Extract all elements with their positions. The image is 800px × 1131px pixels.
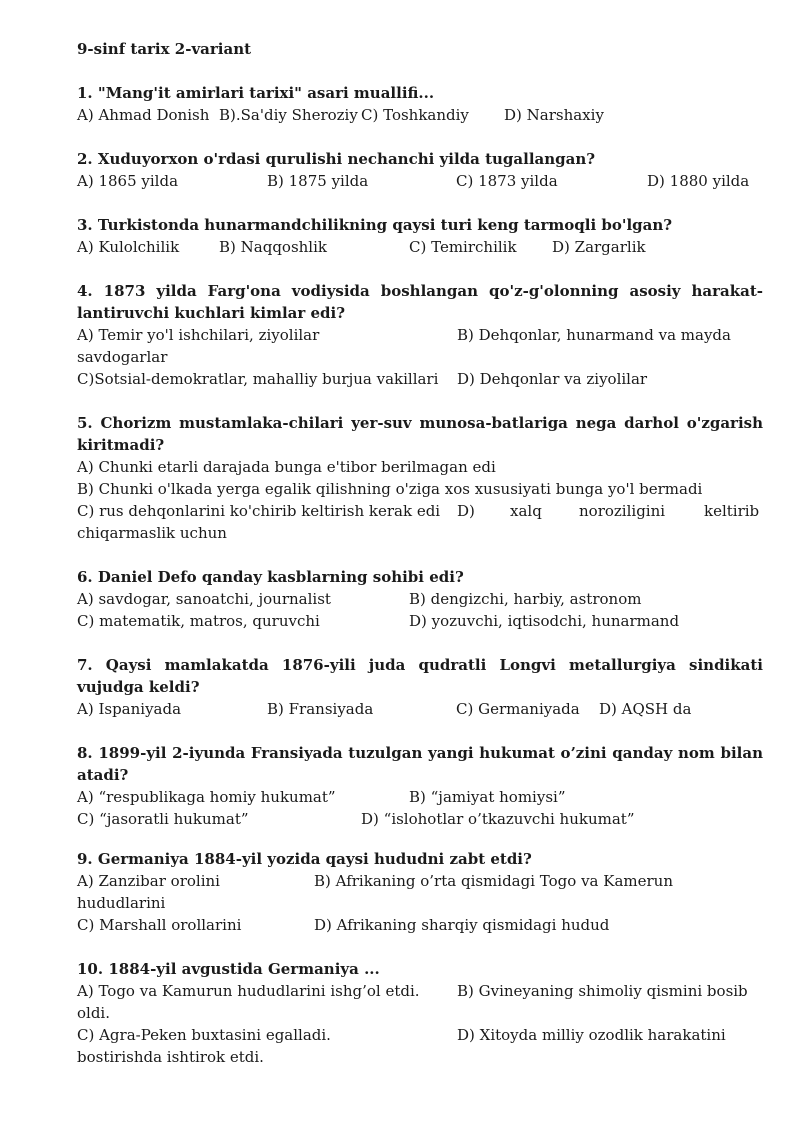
options-row xyxy=(77,500,763,522)
question-text: 7. Qaysi mamlakatda 1876-yili juda qudratli Longvi metallurgiya sindikati vujudga keldi? xyxy=(77,656,763,696)
option-a: A) Temir yo'l ishchilari, ziyolilar xyxy=(77,326,320,344)
option-c: C) Marshall orollarini xyxy=(77,916,242,934)
option-a: A) Kulolchilik xyxy=(77,238,180,256)
options-row-continued xyxy=(77,346,763,368)
question-1 xyxy=(77,82,763,126)
option-b: B) 1875 yilda xyxy=(267,172,369,190)
option-d: D) Dehqonlar va ziyolilar xyxy=(457,370,648,388)
question-text: 6. Daniel Defo qanday kasblarning sohibi edi? xyxy=(77,568,464,586)
question-text: 8. 1899-yil 2-iyunda Fransiyada tuzulgan yangi hukumat o’zini qanday nom bilan atadi? xyxy=(77,744,763,784)
option-b-text: B) Chunki o'lkada yerga egalik qilishning o'ziga xos xususiyati bunga yo'l bermadi xyxy=(77,480,703,498)
option-c: C) rus dehqonlarini ko'chirib keltirish kerak edi xyxy=(77,502,441,520)
option-d: D) yozuvchi, iqtisodchi, hunarmand xyxy=(409,612,680,630)
options-row xyxy=(77,368,763,390)
option-d-continued-text: chiqarmaslik uchun xyxy=(77,524,227,542)
question-text: 10. 1884-yil avgustida Germaniya ... xyxy=(77,960,380,978)
question-4 xyxy=(77,280,763,390)
options-row xyxy=(77,236,763,258)
option-b: B) Fransiyada xyxy=(267,700,374,718)
option-c: C) Germaniyada xyxy=(456,700,580,718)
question-6 xyxy=(77,566,763,632)
option-a: A) Ispaniyada xyxy=(77,700,182,718)
option-c: C) Agra-Peken buxtasini egalladi. xyxy=(77,1026,331,1044)
option-d-continued-text: bostirishda ishtirok etdi. xyxy=(77,1048,264,1066)
option-b: B) Afrikaning o’rta qismidagi Togo va Kamerun xyxy=(314,872,673,890)
option-b-text: B) Dehqonlar, hunarmand va mayda xyxy=(457,326,731,344)
option-c: C) Toshkandiy xyxy=(361,106,469,124)
option-b-continued: savdogarlar xyxy=(77,348,168,366)
option-a: A) Ahmad Donish xyxy=(77,106,210,124)
question-5 xyxy=(77,412,763,544)
options-row xyxy=(77,324,763,346)
test-document xyxy=(77,38,763,1090)
option-b-continued-text: oldi. xyxy=(77,1004,110,1022)
options-row xyxy=(77,786,763,808)
options-row xyxy=(77,170,763,192)
option-a: A) 1865 yilda xyxy=(77,172,179,190)
option-a-text: A) Chunki etarli darajada bunga e'tibor berilmagan edi xyxy=(77,458,496,476)
option-d-continued xyxy=(77,522,763,544)
option-d: D) Xitoyda milliy ozodlik harakatini xyxy=(457,1026,726,1044)
question-7 xyxy=(77,654,763,720)
question-10 xyxy=(77,958,763,1068)
options-row xyxy=(77,104,763,126)
option-b-continued xyxy=(77,892,763,914)
option-a: A) Zanzibar orolini xyxy=(77,872,220,890)
question-text: 5. Chorizm mustamlaka-chilari yer-suv munosa-batlariga nega darhol o'zgarish kiritmadi? xyxy=(77,414,763,454)
question-text: 2. Xuduyorxon o'rdasi qurulishi nechanchi yilda tugallangan? xyxy=(77,150,596,168)
question-text: 1. "Mang'it amirlari tarixi" asari muallifi... xyxy=(77,84,435,102)
options-row xyxy=(77,870,763,892)
option-a: A) “respublikaga homiy hukumat” xyxy=(77,788,336,806)
option-a xyxy=(77,456,763,478)
question-text: 4. 1873 yilda Farg'ona vodiysida boshlangan qo'z-g'olonning asosiy harakat-lantiruvchi kuchlari kimlar edi? xyxy=(77,282,763,322)
option-a: A) savdogar, sanoatchi, journalist xyxy=(77,590,331,608)
document-title: 9-sinf tarix 2-variant xyxy=(77,40,252,58)
question-2 xyxy=(77,148,763,192)
option-d: D) 1880 yilda xyxy=(647,172,750,190)
question-9 xyxy=(77,848,763,936)
option-b-continued-text: hududlarini xyxy=(77,894,166,912)
option-b: B) Gvineyaning shimoliy qismini bosib xyxy=(457,982,748,1000)
option-c: C)Sotsial-demokratlar, mahalliy burjua vakillari xyxy=(77,370,439,388)
options-row xyxy=(77,1024,763,1046)
option-d: D) “islohotlar o’tkazuvchi hukumat” xyxy=(361,810,635,828)
option-b: B) Naqqoshlik xyxy=(219,238,327,256)
options-row xyxy=(77,808,763,830)
option-d: D) Afrikaning sharqiy qismidagi hudud xyxy=(314,916,610,934)
options-row xyxy=(77,698,763,720)
option-b-continued xyxy=(77,1002,763,1024)
option-d-word: noroziligini xyxy=(579,502,666,520)
options-row xyxy=(77,914,763,936)
option-c: C) “jasoratli hukumat” xyxy=(77,810,249,828)
option-c: C) 1873 yilda xyxy=(456,172,558,190)
option-d-continued xyxy=(77,1046,763,1068)
option-d-word: keltirib xyxy=(704,502,760,520)
option-b xyxy=(77,478,763,500)
option-b xyxy=(457,324,763,346)
option-d-label: D) xyxy=(457,502,475,520)
options-row xyxy=(77,980,763,1002)
option-c: C) Temirchilik xyxy=(409,238,517,256)
option-b: B) “jamiyat homiysi” xyxy=(409,788,566,806)
question-8 xyxy=(77,742,763,830)
option-c: C) matematik, matros, quruvchi xyxy=(77,612,320,630)
option-d: D) Zargarlik xyxy=(552,238,646,256)
option-a: A) Togo va Kamurun hududlarini ishg’ol etdi. xyxy=(77,982,420,1000)
options-row xyxy=(77,610,763,632)
options-row xyxy=(77,588,763,610)
option-b: B) dengizchi, harbiy, astronom xyxy=(409,590,642,608)
option-d: D) Narshaxiy xyxy=(504,106,604,124)
question-text: 9. Germaniya 1884-yil yozida qaysi hududni zabt etdi? xyxy=(77,850,532,868)
option-d: D) AQSH da xyxy=(599,700,692,718)
option-b: B).Sa'diy Sheroziy xyxy=(219,106,358,124)
question-text: 3. Turkistonda hunarmandchilikning qaysi turi keng tarmoqli bo'lgan? xyxy=(77,216,673,234)
option-d-word: xalq xyxy=(510,502,542,520)
question-3 xyxy=(77,214,763,258)
